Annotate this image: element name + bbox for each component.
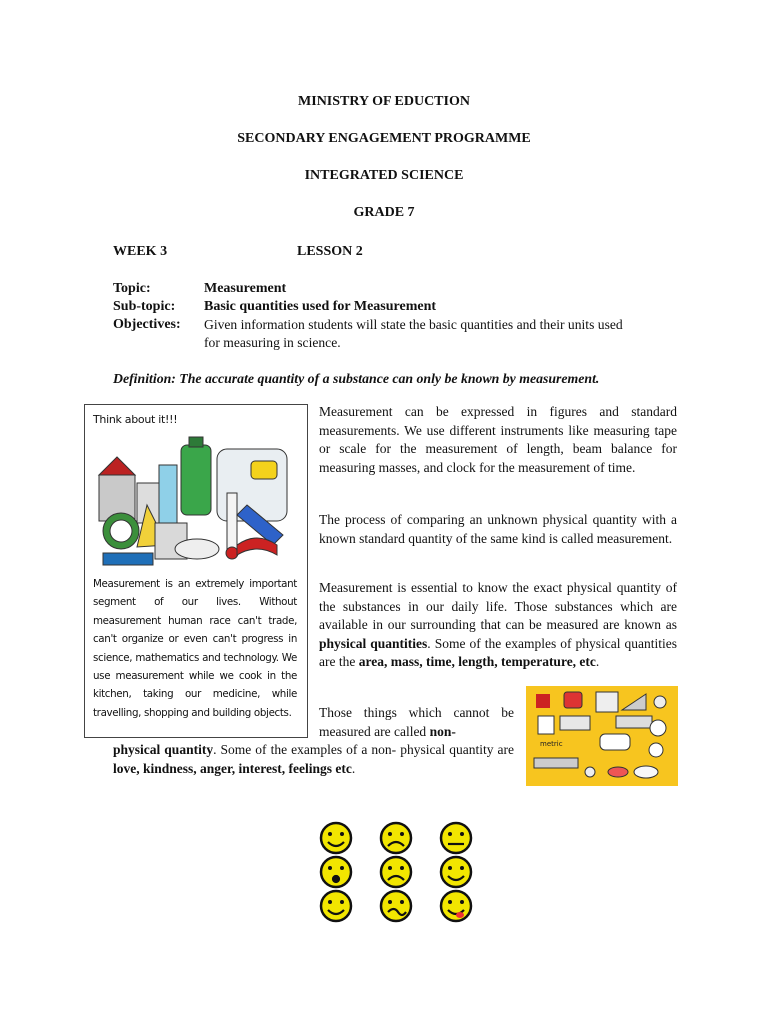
box-title: Think about it!!!	[93, 413, 178, 426]
objectives-line1: Given information students will state the basic quantities and their units used	[204, 317, 623, 332]
paragraph-1: Measurement can be expressed in figures and standard measurements. We use different instruments like measuring tape or scale for the measurement of length, beam balance for measuring masses, and clock for the measurement of time.	[319, 404, 677, 475]
physical-quantity-examples: area, mass, time, length, temperature, etc	[358, 654, 596, 669]
paragraph-3-text-b: . Some of the examples of physical quantities are the	[319, 635, 677, 669]
paragraph-3-text-c: .	[595, 654, 600, 669]
objectives-line2: for measuring in science.	[204, 335, 341, 350]
topic-value: Measurement	[204, 281, 287, 296]
paragraph-2: The process of comparing an unknown physical quantity with a known standard quantity of the same kind is called measurement.	[319, 512, 677, 546]
svg-text:metric: metric	[540, 740, 563, 748]
lesson-label: LESSON 2	[297, 244, 363, 259]
paragraph-3	[319, 579, 677, 672]
non-term: non-	[429, 723, 456, 739]
non-physical-quantity-term: physical quantity	[113, 742, 214, 757]
think-about-it-box	[84, 404, 308, 738]
non-physical-examples: love, kindness, anger, interest, feelings etc	[113, 760, 352, 776]
topic-label: Topic:	[113, 281, 151, 296]
week-label: WEEK 3	[113, 244, 168, 259]
subtopic-label: Sub-topic:	[113, 299, 176, 314]
measuring-tools-illustration	[97, 435, 297, 571]
measuring-instruments-panel	[526, 686, 678, 786]
paragraph-4-text-b: . Some of the examples of a non- physical quantity are	[213, 742, 515, 757]
paragraph-4-text-a: Those things which cannot be measured are called	[319, 705, 514, 739]
paragraph-4-text-c: .	[351, 760, 356, 776]
programme-heading: SECONDARY ENGAGEMENT PROGRAMME	[237, 131, 531, 146]
subtopic-value: Basic quantities used for Measurement	[204, 299, 437, 314]
paragraph-4-cont	[113, 741, 514, 778]
emotion-faces-grid	[306, 820, 486, 924]
paragraph-3-text-a: Measurement is essential to know the exact physical quantity of the substances in our daily life. Those substances which are available in our surrounding that can be measured are known as	[319, 580, 677, 632]
box-text: Measurement is an extremely important segment of our lives. Without measurement human race can't trade, can't organize or even can't progress in science, mathematics and technology. We use measurement while we cook in the kitchen, taking our medicine, while travelling, shopping and building objects.	[93, 578, 297, 719]
ministry-heading: MINISTRY OF EDUCTION	[298, 94, 470, 109]
grade-heading: GRADE 7	[353, 205, 415, 220]
objectives-label: Objectives:	[113, 317, 181, 332]
subject-heading: INTEGRATED SCIENCE	[304, 168, 464, 183]
paragraph-4-lead	[319, 704, 514, 741]
physical-quantities-term: physical quantities	[319, 635, 428, 651]
definition: Definition: The accurate quantity of a substance can only be known by measurement.	[113, 371, 600, 386]
